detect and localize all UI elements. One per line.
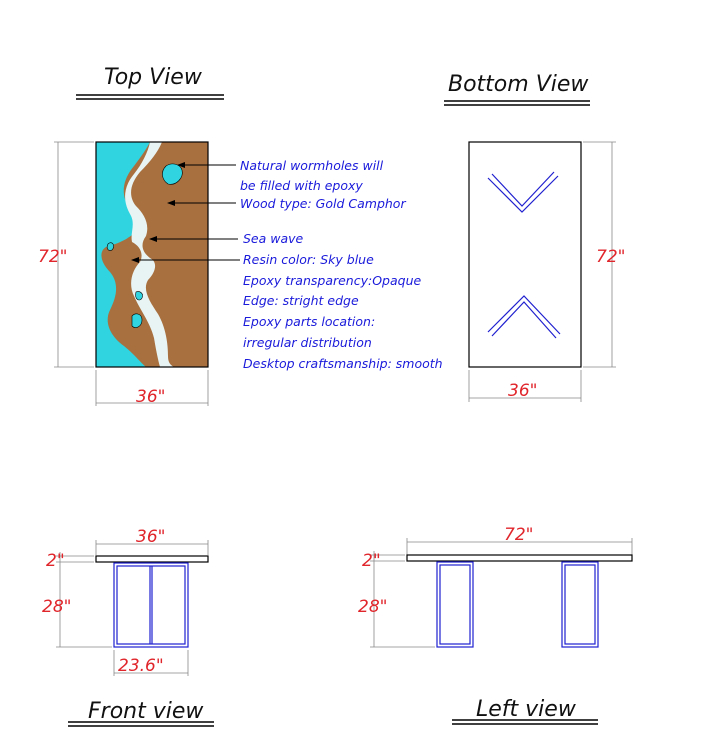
note-epoxy-transparency: Epoxy transparency:Opaque (243, 273, 422, 288)
front-view-leg-width-label: 23.6" (118, 656, 164, 676)
bottom-view-length-label: 72" (596, 247, 626, 267)
note-wormholes-2: be filled with epoxy (240, 178, 363, 193)
left-view-title: Left view (476, 697, 576, 722)
bottom-view-tabletop (469, 142, 581, 367)
front-view-table (96, 556, 208, 647)
note-wood-type: Wood type: Gold Camphor (240, 196, 406, 211)
bottom-view-width-label: 36" (508, 381, 538, 401)
front-view-width-label: 36" (136, 527, 166, 547)
front-view-height-label: 28" (42, 597, 72, 617)
top-view-title: Top View (104, 65, 202, 90)
front-view-thickness-label: 2" (46, 551, 65, 571)
left-view-thickness-label: 2" (362, 551, 381, 571)
top-view-width-label: 36" (136, 387, 166, 407)
note-craftsmanship: Desktop craftsmanship: smooth (243, 356, 443, 371)
note-edge: Edge: stright edge (243, 293, 359, 308)
left-view-table (407, 555, 632, 647)
note-resin-color: Resin color: Sky blue (243, 252, 374, 267)
top-view-tabletop (96, 142, 208, 367)
front-view-title: Front view (88, 699, 204, 724)
note-epoxy-location-1: Epoxy parts location: (243, 314, 376, 329)
note-sea-wave: Sea wave (243, 231, 304, 246)
left-view-length-label: 72" (504, 525, 534, 545)
left-view-height-label: 28" (358, 597, 388, 617)
top-view-length-label: 72" (38, 247, 68, 267)
note-epoxy-location-2: irregular distribution (243, 335, 372, 350)
bottom-view-title: Bottom View (448, 72, 589, 97)
note-wormholes-1: Natural wormholes will (240, 158, 384, 173)
